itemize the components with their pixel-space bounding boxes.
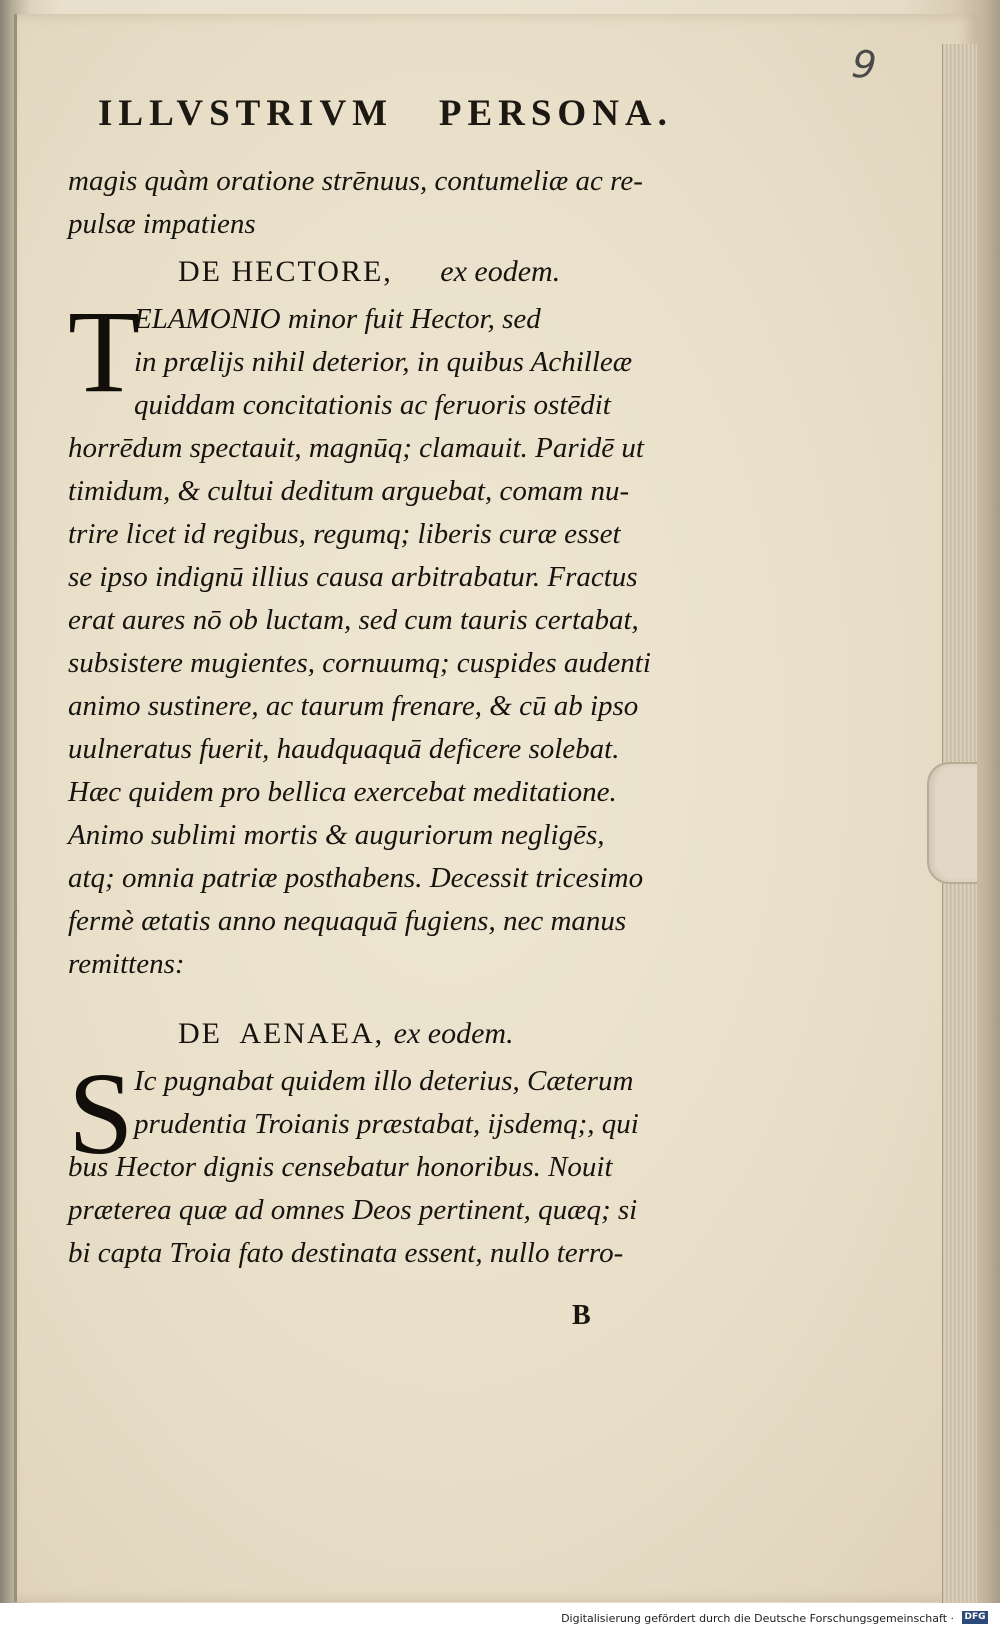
signature-mark: B	[572, 1300, 591, 1331]
text-line: erat aures nō ob luctam, sed cum tauris certabat,	[68, 604, 639, 636]
footer-credit: Digitalisierung gefördert durch die Deutsche Forschungsgemeinschaft ·	[561, 1612, 954, 1625]
running-head: ILLVSTRIVM PERSONA.	[98, 93, 673, 134]
digitization-footer	[0, 1603, 1000, 1631]
dfg-logo: DFG	[962, 1611, 988, 1624]
drop-initial: S	[68, 1048, 134, 1179]
text-line: prudentia Troianis præstabat, ijsdemq;, qui	[134, 1108, 639, 1140]
text-line: se ipso indignū illius causa arbitrabatur. Fractus	[68, 561, 638, 593]
heading-source: ex eodem.	[440, 255, 561, 288]
text-line: remittens:	[68, 948, 185, 980]
text-line: timidum, & cultui deditum arguebat, comam nu-	[68, 475, 630, 507]
heading-source: ex eodem.	[393, 1017, 514, 1050]
text-line: bi capta Troia fato destinata essent, nullo terro-	[68, 1237, 624, 1269]
folio-number: 9	[849, 41, 879, 88]
text-block	[68, 160, 688, 1275]
text-line: magis quàm oratione strēnuus, contumeliæ ac re-	[68, 165, 643, 197]
text-line: uulneratus fuerit, haudquaquā deficere solebat.	[68, 733, 620, 765]
heading-title: DE AENAEA,	[178, 1017, 385, 1050]
text-line: bus Hector dignis censebatur honoribus. Nouit	[68, 1151, 613, 1183]
text-line: animo sustinere, ac taurum frenare, & cū ab ipso	[68, 690, 639, 722]
section-aeneas	[68, 1048, 688, 1275]
text-line: horrēdum spectauit, magnūq; clamauit. Paridē ut	[68, 432, 644, 464]
text-line: præterea quæ ad omnes Deos pertinent, quæq; si	[68, 1194, 638, 1226]
text-line: Animo sublimi mortis & auguriorum negligēs,	[68, 819, 605, 851]
text-line: atq; omnia patriæ posthabens. Decessit tricesimo	[68, 862, 644, 894]
text-line: Ic pugnabat quidem illo deterius, Cæterum	[134, 1065, 634, 1097]
text-line: ELAMONIO minor fuit Hector, sed	[134, 303, 541, 335]
text-line: subsistere mugientes, cornuumq; cuspides audenti	[68, 647, 651, 679]
heading-title: DE HECTORE,	[178, 255, 393, 288]
page-tab	[927, 762, 977, 884]
section-hector	[68, 286, 688, 986]
text-line: fermè ætatis anno nequaquā fugiens, nec manus	[68, 905, 627, 937]
text-line: Hæc quidem pro bellica exercebat meditatione.	[68, 776, 617, 808]
section-heading-aeneas	[68, 1008, 688, 1060]
drop-initial: T	[68, 286, 141, 417]
text-line: pulsæ impatiens	[68, 208, 256, 240]
text-line: in prælijs nihil deterior, in quibus Achilleæ	[134, 346, 633, 378]
section-heading-hector	[68, 246, 688, 298]
text-line: trire licet id regibus, regumq; liberis curæ esset	[68, 518, 621, 550]
text-line: quiddam concitationis ac feruoris ostēdit	[134, 389, 611, 421]
spacer	[68, 986, 688, 1008]
